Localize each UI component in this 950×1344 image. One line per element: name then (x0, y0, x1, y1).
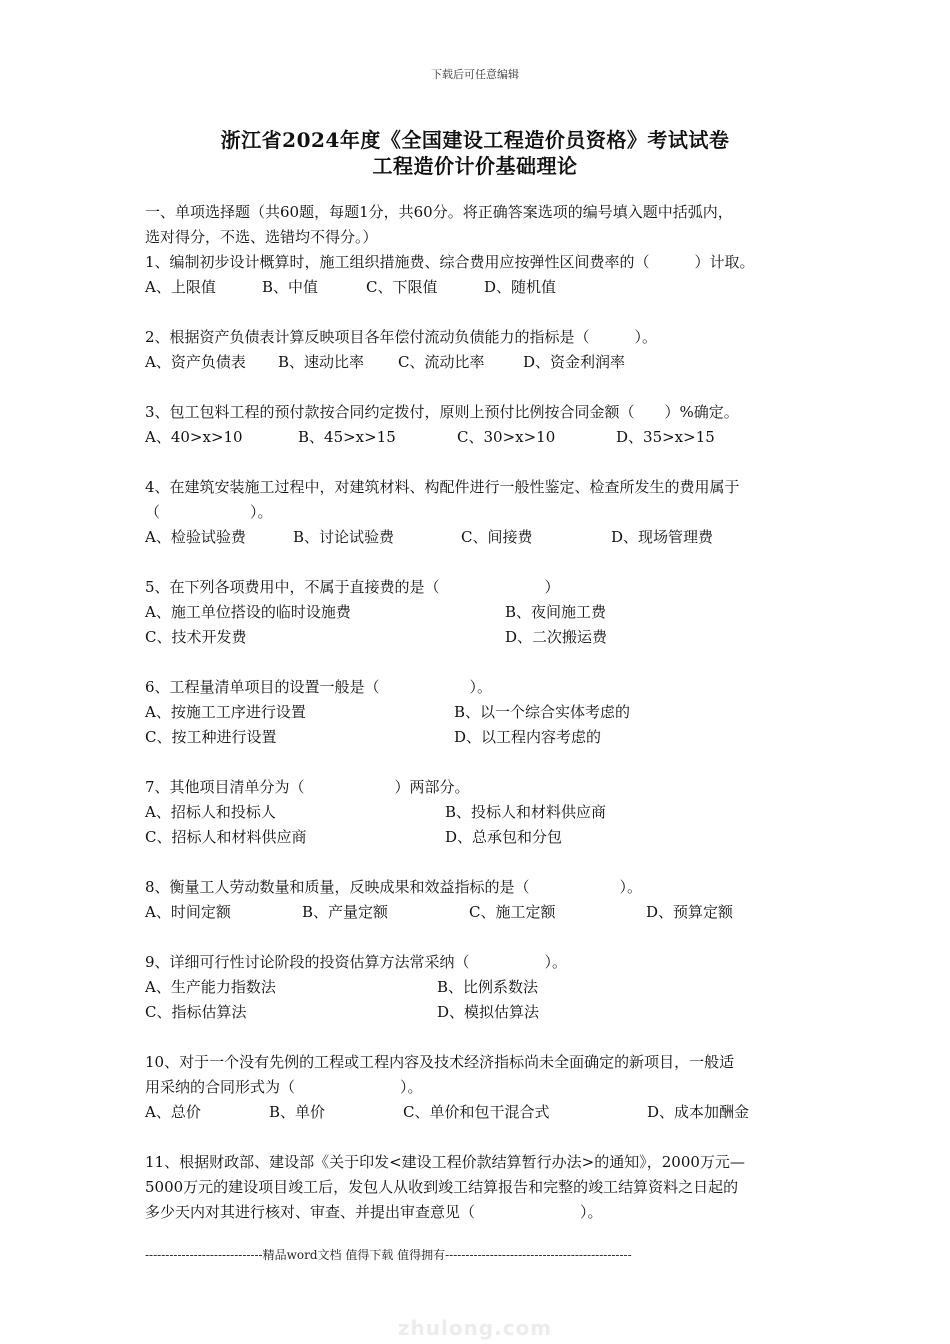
question-text: 多少天内对其进行核对、审查、并提出审查意见（ ）。 (145, 1203, 603, 1221)
question-1 (145, 250, 817, 300)
question-text: 2、根据资产负债表计算反映项目各年偿付流动负债能力的指标是（ ）。 (145, 328, 658, 346)
exam-subtitle: 工程造价计价基础理论 (372, 154, 578, 178)
question-text: 10、对于一个没有先例的工程或工程内容及技术经济指标尚未全面确定的新项目，一般适 (145, 1053, 735, 1071)
option-b: B、投标人和材料供应商 (445, 803, 607, 821)
question-5 (145, 575, 817, 650)
option-b: B、比例系数法 (437, 978, 539, 996)
question-text: 5000万元的建设项目竣工后，发包人从收到竣工结算报告和完整的竣工结算资料之日起的 (145, 1178, 739, 1196)
question-text: 6、工程量清单项目的设置一般是（ ）。 (145, 678, 493, 696)
option-d: D、以工程内容考虑的 (454, 728, 602, 746)
option-c: C、指标估算法 (145, 1003, 247, 1021)
options-row (145, 900, 817, 925)
options-row (145, 725, 817, 750)
options-row (145, 425, 817, 450)
question-4 (145, 475, 817, 550)
option-a: A、招标人和投标人 (145, 803, 276, 821)
options-row (145, 700, 817, 725)
option-c: C、单价和包干混合式 (403, 1103, 550, 1121)
option-b: B、讨论试验费 (293, 528, 395, 546)
option-b: B、单价 (269, 1103, 326, 1121)
question-3 (145, 400, 817, 450)
question-2 (145, 325, 817, 375)
exam-title: 浙江省2024年度《全国建设工程造价员资格》考试试卷 (220, 128, 730, 152)
options-row (145, 600, 817, 625)
section-intro: 选对得分，不选、选错均不得分。） (145, 228, 378, 246)
option-c: C、下限值 (366, 278, 438, 296)
options-row (145, 800, 817, 825)
question-7 (145, 775, 817, 850)
option-b: B、产量定额 (302, 903, 389, 921)
options-row (145, 975, 817, 1000)
question-text: 8、衡量工人劳动数量和质量，反映成果和效益指标的是（ ）。 (145, 878, 643, 896)
header-note: 下载后可任意编辑 (431, 68, 519, 81)
option-d: D、模拟估算法 (437, 1003, 540, 1021)
question-11 (145, 1150, 817, 1225)
options-row (145, 275, 817, 300)
option-b: B、45>x>15 (298, 428, 396, 446)
option-b: B、夜间施工费 (505, 603, 607, 621)
option-d: D、预算定额 (646, 903, 734, 921)
option-b: B、中值 (262, 278, 319, 296)
option-c: C、30>x>10 (457, 428, 556, 446)
question-text: 7、其他项目清单分为（ ）两部分。 (145, 778, 470, 796)
question-text: 5、在下列各项费用中，不属于直接费的是（ ） (145, 578, 560, 596)
question-8 (145, 875, 817, 925)
option-c: C、按工种进行设置 (145, 728, 277, 746)
options-row (145, 1000, 817, 1025)
option-a: A、40>x>10 (145, 428, 243, 446)
option-d: D、成本加酬金 (647, 1103, 750, 1121)
exam-content (145, 200, 817, 1225)
options-row (145, 825, 817, 850)
question-text: 11、根据财政部、建设部《关于印发<建设工程价款结算暂行办法>的通知》，2000万元— (145, 1153, 745, 1171)
question-10 (145, 1050, 817, 1125)
question-text: 4、在建筑安装施工过程中，对建筑材料、构配件进行一般性鉴定、检查所发生的费用属于 (145, 478, 740, 496)
option-a: A、按施工工序进行设置 (145, 703, 306, 721)
options-row (145, 350, 817, 375)
option-d: D、35>x>15 (616, 428, 715, 446)
option-d: D、现场管理费 (611, 528, 714, 546)
option-b: B、速动比率 (278, 353, 365, 371)
option-a: A、生产能力指数法 (145, 978, 276, 996)
question-text: 用采纳的合同形式为（ ）。 (145, 1078, 423, 1096)
section-intro: 一、单项选择题（共60题，每题1分，共60分。将正确答案选项的编号填入题中括弧内， (145, 203, 733, 221)
option-a: A、检验试验费 (145, 528, 246, 546)
option-b: B、以一个综合实体考虑的 (454, 703, 631, 721)
option-c: C、技术开发费 (145, 628, 247, 646)
option-c: C、招标人和材料供应商 (145, 828, 307, 846)
option-a: A、施工单位搭设的临时设施费 (145, 603, 351, 621)
option-c: C、施工定额 (469, 903, 556, 921)
option-a: A、时间定额 (145, 903, 231, 921)
option-d: D、总承包和分包 (445, 828, 563, 846)
option-d: D、二次搬运费 (505, 628, 608, 646)
watermark: zhulong.com (397, 1316, 553, 1340)
question-text: 3、包工包料工程的预付款按合同约定拨付，原则上预付比例按合同金额（ ）%确定。 (145, 403, 739, 421)
question-9 (145, 950, 817, 1025)
option-c: C、间接费 (461, 528, 533, 546)
option-c: C、流动比率 (398, 353, 485, 371)
question-text: （ ）。 (145, 503, 273, 521)
option-a: A、上限值 (145, 278, 216, 296)
option-a: A、资产负债表 (145, 353, 246, 371)
question-text: 1、编制初步设计概算时，施工组织措施费、综合费用应按弹性区间费率的（ ）计取。 (145, 253, 755, 271)
question-6 (145, 675, 817, 750)
option-d: D、资金利润率 (523, 353, 626, 371)
option-d: D、随机值 (484, 278, 557, 296)
options-row (145, 1100, 817, 1125)
options-row (145, 625, 817, 650)
option-a: A、总价 (145, 1103, 201, 1121)
footer-line: -----------------------------精品word文档 值得下载 值得拥有---------------------------------------------- (145, 1248, 632, 1262)
options-row (145, 525, 817, 550)
question-text: 9、详细可行性讨论阶段的投资估算方法常采纳（ ）。 (145, 953, 568, 971)
